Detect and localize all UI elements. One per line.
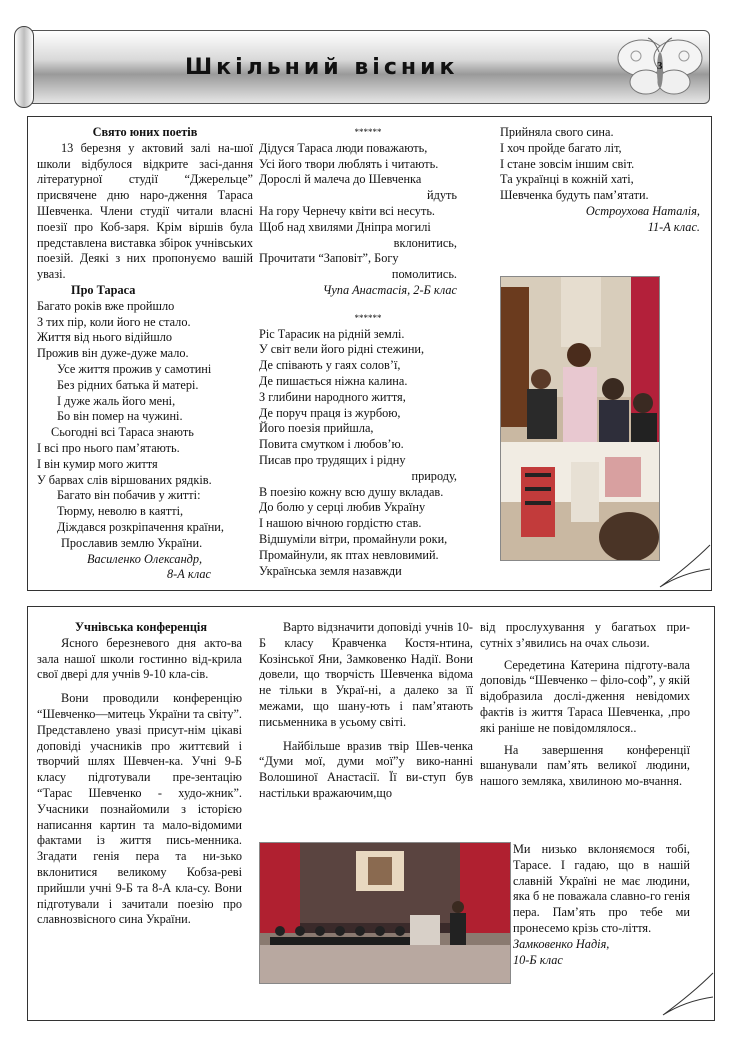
poem-line: Та українці в кожній хаті, (500, 172, 634, 187)
poem-line: природу, (411, 468, 457, 483)
poem-line: Прожив він дуже-дуже мало. (37, 346, 189, 361)
poem-line: вклонитись, (393, 235, 457, 250)
poem-line: Українська земля назавжди (259, 563, 402, 578)
poem-line: йдуть (427, 188, 457, 203)
page-curl-corner (655, 971, 715, 1019)
article1-heading: Свято юних поетів (92, 125, 198, 139)
poem-line: І стане зовсім іншим світ. (500, 156, 635, 171)
poem-line: Ріс Тарасик на рідній землі. (259, 326, 405, 341)
poem-line: Усе життя прожив у самотині (57, 361, 212, 376)
poem-line: І всі про нього пам’ятають. (37, 440, 180, 455)
poem-line: Прочитати “Заповіт”, Богу (259, 251, 399, 266)
poem-line: Бо він помер на чужині. (57, 409, 183, 424)
poem-line: Багато він побачив у житті: (57, 488, 201, 503)
poem-line: З тих пір, коли його не стало. (37, 314, 191, 329)
poem-line: Дорослі й малеча до Шевченка (259, 172, 422, 187)
poem3-author: Остроухова Наталія, (585, 203, 700, 218)
poem3-class: 11-А клас. (647, 219, 700, 234)
poem-line: І нашою вічною гордістю став. (259, 516, 422, 531)
poem-line: Шевченка будуть пам’ятати. (500, 188, 649, 203)
banner-scroll-edge (14, 26, 34, 108)
page-number: 3 (657, 60, 663, 72)
poem-line: Промайнули, як птах невловимий. (259, 547, 439, 562)
poem-line: На гору Чернечу квіти всі несуть. (259, 203, 435, 218)
article2-paragraph: Ясного березневого дня акто-ва зала нашої школи гостинно від-крила свої двері для учнів 9-10 кла-сів. (37, 635, 242, 682)
poem-line: Тюрму, неволю в каятті, (57, 504, 184, 519)
poem-line: Життя від нього відійшло (37, 330, 172, 345)
article2-heading: Учнівська конференція (75, 620, 207, 634)
poem-line: Дідуся Тараса люди поважають, (259, 140, 428, 155)
article2-author: Замковенко Надія, (513, 936, 610, 951)
poem-line: У барвах слів віршованих рядків. (37, 472, 212, 487)
article1-column3 (500, 125, 700, 236)
poem-line: Писав про трудящих і рідну (259, 452, 406, 467)
poem1-author: Василенко Олександр, (87, 551, 203, 566)
article2-column3-lower (513, 842, 690, 968)
page-title: Шкільний вісник (185, 55, 459, 80)
poem-line: У світ вели його рідні стежини, (259, 342, 425, 357)
poem-line: З глибини народного життя, (259, 389, 406, 404)
article2-paragraph: Найбільше вразив твір Шев-ченка “Думи мої, думи мої”у вико-нанні Волошиної Анастасії. Її ви-ступ був настільки вражаючим,що (259, 738, 473, 800)
article2-paragraph: Середетина Катерина підготу-вала доповідь “Шевченко – філо-соф”, у якій відобразила дослі-дження невідомих фактів із життя Тараса Шевченка, ,про які раніше не повідомлялося.. (480, 657, 690, 735)
article2-column1 (37, 620, 242, 928)
article2-author-class: 10-Б клас (513, 952, 563, 967)
poem-line: До болю у серці любив Україну (259, 500, 426, 515)
article1-column2 (259, 125, 477, 579)
poem-line: Де поруч праця із журбою, (259, 405, 401, 420)
article2-column2 (259, 620, 473, 802)
poem1-class: 8-А клас (167, 567, 211, 582)
poem-line: В поезію кожну всю душу вкладав. (259, 484, 444, 499)
poem-line: Прославив землю України. (61, 535, 203, 550)
article1-column1 (37, 125, 253, 583)
photo-conference-hall (259, 842, 511, 984)
poem-line: Де пишається ніжна калина. (259, 373, 408, 388)
article2-paragraph: від прослухування у багатьох при-сутніх з’явились на очах сльози. (480, 620, 690, 650)
poem1-title: Про Тараса (71, 282, 136, 297)
poem-line: Повита смутком і любов’ю. (259, 437, 404, 452)
poem-line: Прийняла свого сина. (500, 125, 614, 139)
poem-line: Сьогодні всі Тараса знають (51, 425, 194, 440)
poem-line: Де співають у гаях солов’ї, (259, 358, 401, 373)
poem-line: Багато років вже пройшло (37, 298, 175, 313)
poem2-author: Чупа Анастасія, 2-Б клас (322, 282, 457, 297)
photo-students-reading (500, 276, 660, 561)
poem-line: Діждався розкріпачення країни, (57, 519, 224, 534)
article2-column3 (480, 620, 690, 790)
article2-paragraph: На завершення конференції вшанували пам’ять великої людини, нашого земляка, хвилиною мо-вчання. (480, 742, 690, 789)
article2-paragraph: Варто відзначити доповіді учнів 10-Б класу Кравченка Костя-нтина, Козінської Яни, Замковенко Надії. Вони довели, що творчість Шевченка відома не тільки в Украї-ні, а далеко за її межами, що шану-ють і пам’ятають письменника в усьому світі. (259, 620, 473, 729)
page-curl-corner (652, 543, 712, 591)
article2-paragraph: Ми низько вклоняємося тобі, Тарасе. І гадаю, що в нашій славній Україні не має людини, яка б не поважала славно-го генія пера. Пам’ять про тебе ми пронесемо крізь сто-ліття. (513, 842, 690, 935)
poem-line: помолитись. (391, 267, 457, 282)
poem-line: Щоб над хвилями Дніпра могилі (259, 219, 431, 234)
poem-line: І дуже жаль його мені, (57, 393, 176, 408)
poem-line: Його поезія прийшла, (259, 421, 374, 436)
poem-line: І він кумир мого життя (37, 456, 158, 471)
separator: ****** (354, 127, 382, 137)
separator: ****** (354, 312, 382, 323)
article2-paragraph: Вони проводили конференцію “Шевченко—митець України та світу”. Представлено увазі присут-нім цікаві доповіді учасників про життєвий і творчий шлях Шевчен-ка. Учні 9-Б класу підготували пре-зентацію “Тарас Шевченко - худо-жник”. Учасники познайомили з історією написання картин та мало-відомими фактами із життя пись-менника. Згадати генія пера та ни-зько вклонитися великому Кобза-реві прийшли учні 9-Б та 8-А кла-су. Вони підготували і зачитали поезію про славнозвісного сина України. (37, 691, 242, 927)
poem-line: І хоч пройде багато літ, (500, 140, 622, 155)
poem-line: Без рідних батька й матері. (57, 377, 199, 392)
poem-line: Відшуміли вітри, промайнули роки, (259, 531, 448, 546)
article1-intro: 13 березня у актовий залі на-шої школи відбулося відкрите засі-дання літературної студії “Джерельце” присвячене дню наро-дження Тараса Шевченка. Члени студії читали власні поезії про Коб-заря. Крім віршів була представлена виставка збірок учнівських поезій. Деякі з них пропонуємо вашій увазі. (37, 140, 253, 282)
poem-line: Усі його твори люблять і читають. (259, 156, 439, 171)
